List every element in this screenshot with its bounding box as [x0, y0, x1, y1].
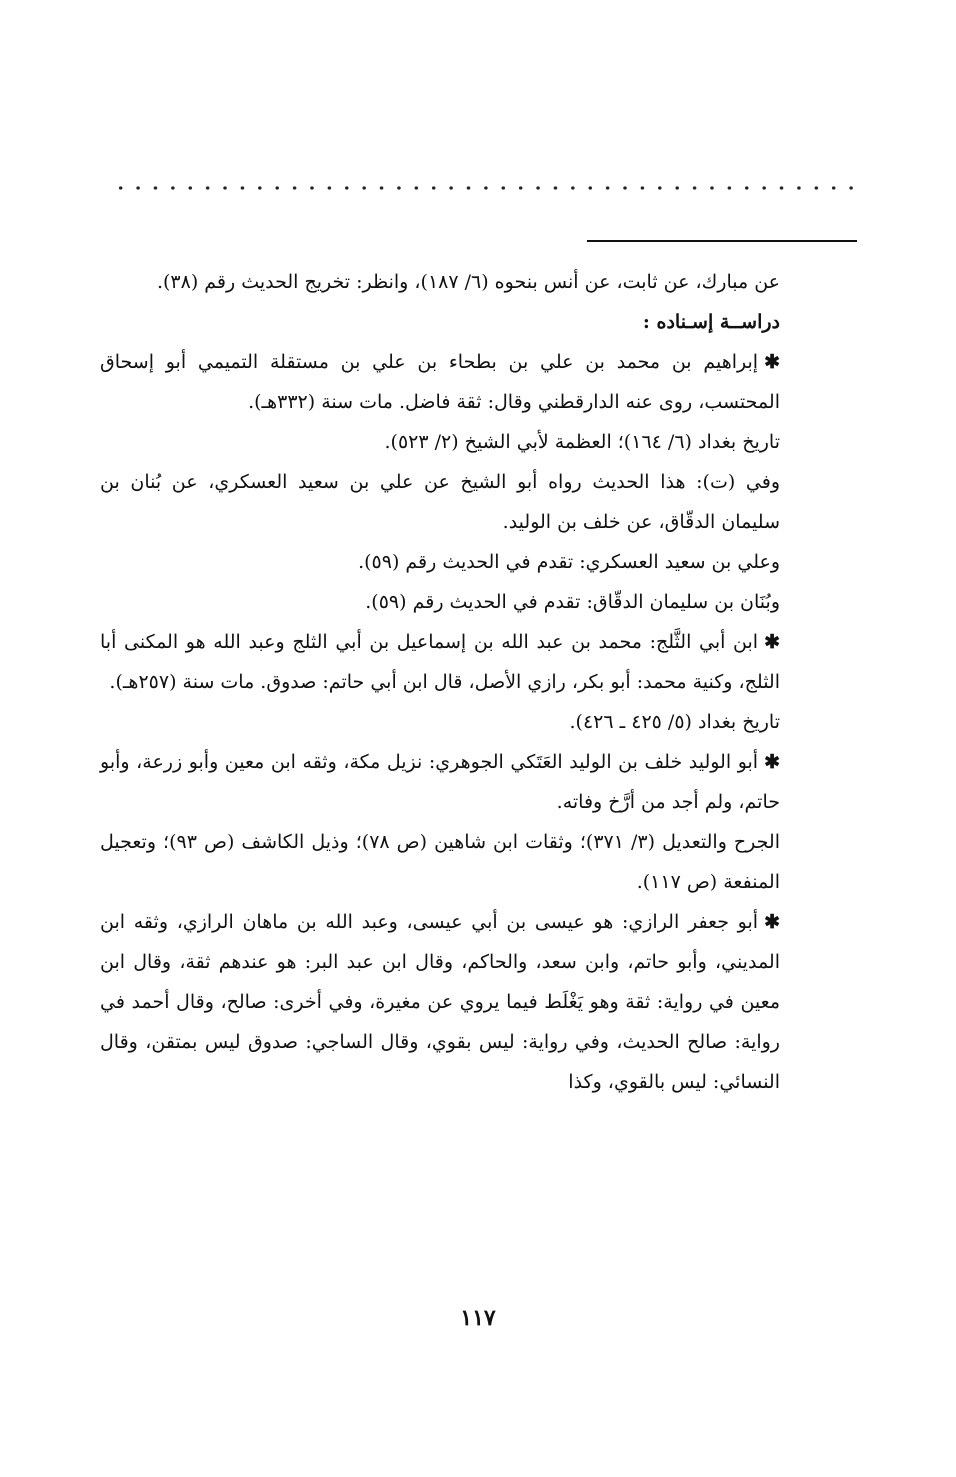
narrator-text: ابن أبي الثَّلج: محمد بن عبد الله بن إسماعيل بن أبي الثلج وعبد الله هو المكنى أبا الثلج، وكنية محمد: أبو بكر، رازي الأصل، قال ابن أبي حاتم: صدوق. مات سنة (٢٥٧هـ). [100, 631, 780, 693]
bullet-icon: ✱ [764, 751, 780, 773]
reference-line: وعلي بن سعيد العسكري: تقدم في الحديث رقم (٥٩). [358, 551, 780, 573]
footnote-rule [587, 240, 857, 242]
dotted-separator [112, 182, 860, 194]
narrator-entry [100, 742, 780, 822]
bullet-icon: ✱ [764, 351, 780, 373]
narrator-entry [100, 902, 780, 1102]
reference-line: الجرح والتعديل (٣/ ٣٧١)؛ وثقات ابن شاهين (ص ٧٨)؛ وذيل الكاشف (ص ٩٣)؛ وتعجيل المنفعة (ص ١١٧). [100, 831, 781, 893]
section-heading: دراســة إسـناده : [642, 311, 780, 333]
narrator-text: إبراهيم بن محمد بن علي بن بطحاء بن علي بن مستقلة التميمي أبو إسحاق المحتسب، روى عنه الدارقطني وقال: ثقة فاضل. مات سنة (٣٣٢هـ). [100, 351, 780, 413]
paragraph-note: وفي (ت): هذا الحديث رواه أبو الشيخ عن علي بن سعيد العسكري، عن بُنان بن سليمان الدقّاق، عن خلف بن الوليد. [100, 471, 780, 533]
page-number: ١١٧ [460, 1305, 496, 1331]
reference-line: تاريخ بغداد (٦/ ١٦٤)؛ العظمة لأبي الشيخ (٢/ ٥٢٣). [384, 431, 780, 453]
paragraph-citation: عن مبارك، عن ثابت، عن أنس بنحوه (٦/ ١٨٧)، وانظر: تخريج الحديث رقم (٣٨). [156, 271, 780, 293]
narrator-text: أبو جعفر الرازي: هو عيسى بن أبي عيسى، وعبد الله بن ماهان الرازي، وثقه ابن المديني، وأبو حاتم، وابن سعد، والحاكم، وقال ابن عبد البر: هو عندهم ثقة، وقال ابن معين في رواية: ثقة وهو يَغْلَط فيما يروي عن مغيرة، وفي أخرى: صالح، وقال أحمد في رواية: صالح الحديث، وفي رواية: ليس بقوي، وقال الساجي: صدوق ليس بمتقن، وقال النسائي: ليس بالقوي، وكذا [100, 911, 780, 1093]
bullet-icon: ✱ [764, 911, 780, 933]
bullet-icon: ✱ [764, 631, 780, 653]
reference-line: تاريخ بغداد (٥/ ٤٢٥ ـ ٤٢٦). [569, 711, 780, 733]
narrator-entry [100, 342, 780, 422]
narrator-text: أبو الوليد خلف بن الوليد العَتَكي الجوهري: نزيل مكة، وثقه ابن معين وأبو زرعة، وأبو حاتم، ولم أجد من أرَّخ وفاته. [100, 751, 780, 813]
reference-line: وبُنَان بن سليمان الدقّاق: تقدم في الحديث رقم (٥٩). [365, 591, 780, 613]
page-body [100, 262, 780, 1102]
narrator-entry [100, 622, 780, 702]
